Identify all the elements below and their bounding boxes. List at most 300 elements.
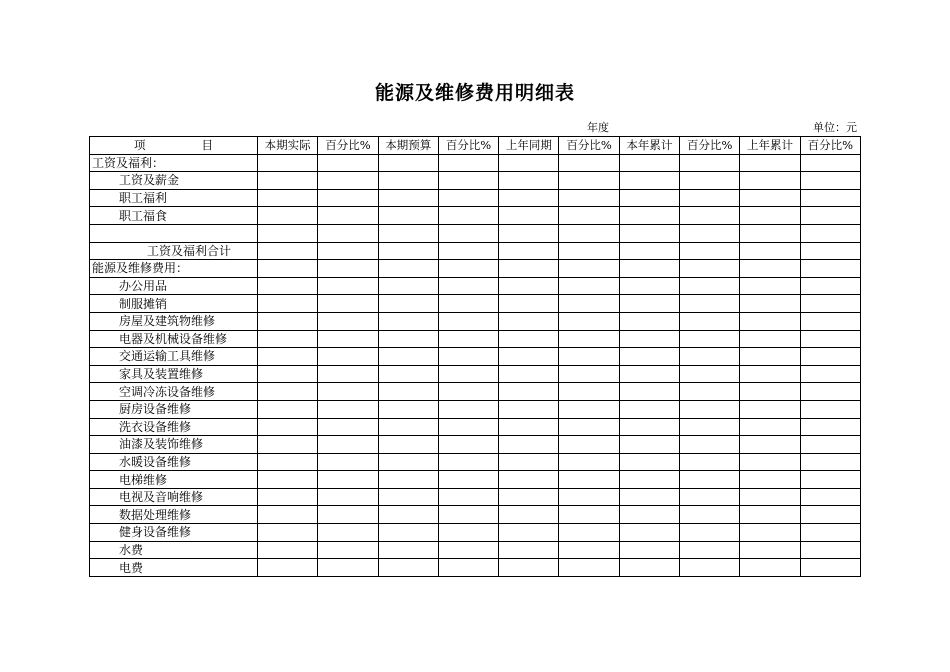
value-cell xyxy=(559,418,619,436)
value-cell xyxy=(499,348,559,366)
value-cell xyxy=(318,295,378,313)
value-cell xyxy=(258,541,318,559)
value-cell xyxy=(258,524,318,542)
value-cell xyxy=(559,348,619,366)
value-cell xyxy=(619,436,679,454)
value-cell xyxy=(438,506,498,524)
header-percent: 百分比% xyxy=(559,137,619,155)
value-cell xyxy=(740,383,800,401)
value-cell xyxy=(438,488,498,506)
value-cell xyxy=(619,418,679,436)
table-row xyxy=(90,172,861,190)
value-cell xyxy=(559,189,619,207)
row-label xyxy=(90,224,258,242)
value-cell xyxy=(740,295,800,313)
value-cell xyxy=(318,189,378,207)
value-cell xyxy=(378,154,438,172)
row-label: 工资及福利合计 xyxy=(90,242,258,260)
value-cell xyxy=(740,277,800,295)
value-cell xyxy=(258,312,318,330)
value-cell xyxy=(438,559,498,577)
header-last-year-period: 上年同期 xyxy=(499,137,559,155)
header-last-year-ytd: 上年累计 xyxy=(740,137,800,155)
table-row xyxy=(90,154,861,172)
value-cell xyxy=(800,383,860,401)
value-cell xyxy=(800,224,860,242)
value-cell xyxy=(258,418,318,436)
table-row xyxy=(90,260,861,278)
value-cell xyxy=(258,260,318,278)
row-label: 健身设备维修 xyxy=(90,524,258,542)
value-cell xyxy=(438,400,498,418)
value-cell xyxy=(740,418,800,436)
value-cell xyxy=(438,277,498,295)
row-label: 数据处理维修 xyxy=(90,506,258,524)
value-cell xyxy=(740,224,800,242)
value-cell xyxy=(258,154,318,172)
value-cell xyxy=(378,242,438,260)
value-cell xyxy=(680,400,740,418)
value-cell xyxy=(318,436,378,454)
value-cell xyxy=(800,471,860,489)
row-label: 电器及机械设备维修 xyxy=(90,330,258,348)
header-current-actual: 本期实际 xyxy=(258,137,318,155)
value-cell xyxy=(499,453,559,471)
value-cell xyxy=(378,172,438,190)
value-cell xyxy=(619,277,679,295)
value-cell xyxy=(800,154,860,172)
value-cell xyxy=(559,488,619,506)
value-cell xyxy=(258,277,318,295)
value-cell xyxy=(499,471,559,489)
value-cell xyxy=(378,541,438,559)
value-cell xyxy=(438,365,498,383)
value-cell xyxy=(378,365,438,383)
value-cell xyxy=(680,471,740,489)
value-cell xyxy=(619,453,679,471)
value-cell xyxy=(740,207,800,225)
value-cell xyxy=(559,207,619,225)
value-cell xyxy=(680,207,740,225)
value-cell xyxy=(318,207,378,225)
value-cell xyxy=(740,559,800,577)
value-cell xyxy=(258,488,318,506)
table-row xyxy=(90,277,861,295)
row-label: 洗衣设备维修 xyxy=(90,418,258,436)
row-label: 工资及福利： xyxy=(90,154,258,172)
value-cell xyxy=(318,277,378,295)
header-percent: 百分比% xyxy=(438,137,498,155)
value-cell xyxy=(800,172,860,190)
value-cell xyxy=(378,400,438,418)
value-cell xyxy=(559,400,619,418)
value-cell xyxy=(378,277,438,295)
value-cell xyxy=(438,471,498,489)
value-cell xyxy=(800,312,860,330)
value-cell xyxy=(438,541,498,559)
value-cell xyxy=(438,295,498,313)
value-cell xyxy=(378,506,438,524)
value-cell xyxy=(258,330,318,348)
value-cell xyxy=(318,559,378,577)
value-cell xyxy=(740,506,800,524)
value-cell xyxy=(680,488,740,506)
table-row xyxy=(90,365,861,383)
header-percent: 百分比% xyxy=(680,137,740,155)
table-row xyxy=(90,541,861,559)
expense-table xyxy=(89,136,861,577)
value-cell xyxy=(318,312,378,330)
value-cell xyxy=(499,207,559,225)
table-row xyxy=(90,295,861,313)
value-cell xyxy=(800,418,860,436)
value-cell xyxy=(559,330,619,348)
value-cell xyxy=(438,242,498,260)
value-cell xyxy=(258,242,318,260)
value-cell xyxy=(438,260,498,278)
value-cell xyxy=(680,365,740,383)
value-cell xyxy=(258,453,318,471)
value-cell xyxy=(800,330,860,348)
value-cell xyxy=(438,312,498,330)
row-label: 职工福食 xyxy=(90,207,258,225)
value-cell xyxy=(559,471,619,489)
value-cell xyxy=(499,488,559,506)
header-row xyxy=(90,137,861,155)
header-percent: 百分比% xyxy=(318,137,378,155)
value-cell xyxy=(499,154,559,172)
table-row xyxy=(90,348,861,366)
value-cell xyxy=(619,506,679,524)
row-label: 水费 xyxy=(90,541,258,559)
row-label: 电视及音响维修 xyxy=(90,488,258,506)
table-row xyxy=(90,506,861,524)
value-cell xyxy=(378,295,438,313)
value-cell xyxy=(740,260,800,278)
value-cell xyxy=(619,488,679,506)
value-cell xyxy=(438,524,498,542)
value-cell xyxy=(499,383,559,401)
value-cell xyxy=(740,312,800,330)
value-cell xyxy=(740,154,800,172)
value-cell xyxy=(619,524,679,542)
value-cell xyxy=(499,541,559,559)
value-cell xyxy=(619,260,679,278)
value-cell xyxy=(378,224,438,242)
value-cell xyxy=(740,330,800,348)
value-cell xyxy=(559,260,619,278)
value-cell xyxy=(680,189,740,207)
value-cell xyxy=(680,418,740,436)
value-cell xyxy=(680,348,740,366)
value-cell xyxy=(318,348,378,366)
page-title: 能源及维修费用明细表 xyxy=(374,82,575,104)
table-row xyxy=(90,224,861,242)
value-cell xyxy=(438,348,498,366)
value-cell xyxy=(499,242,559,260)
value-cell xyxy=(258,559,318,577)
value-cell xyxy=(680,154,740,172)
row-label: 交通运输工具维修 xyxy=(90,348,258,366)
value-cell xyxy=(559,541,619,559)
value-cell xyxy=(619,154,679,172)
value-cell xyxy=(378,471,438,489)
value-cell xyxy=(499,559,559,577)
value-cell xyxy=(740,189,800,207)
value-cell xyxy=(318,524,378,542)
table-row xyxy=(90,330,861,348)
value-cell xyxy=(499,330,559,348)
value-cell xyxy=(740,172,800,190)
table-row xyxy=(90,436,861,454)
value-cell xyxy=(258,295,318,313)
value-cell xyxy=(499,224,559,242)
value-cell xyxy=(619,295,679,313)
row-label: 油漆及装饰维修 xyxy=(90,436,258,454)
value-cell xyxy=(559,436,619,454)
value-cell xyxy=(740,365,800,383)
value-cell xyxy=(619,207,679,225)
table-row xyxy=(90,207,861,225)
value-cell xyxy=(619,541,679,559)
value-cell xyxy=(800,277,860,295)
value-cell xyxy=(499,277,559,295)
value-cell xyxy=(740,436,800,454)
value-cell xyxy=(258,207,318,225)
unit-label: 单位：元 xyxy=(813,121,857,134)
value-cell xyxy=(559,277,619,295)
value-cell xyxy=(438,330,498,348)
value-cell xyxy=(499,172,559,190)
value-cell xyxy=(258,471,318,489)
value-cell xyxy=(318,453,378,471)
value-cell xyxy=(740,471,800,489)
value-cell xyxy=(740,524,800,542)
value-cell xyxy=(438,172,498,190)
value-cell xyxy=(258,365,318,383)
value-cell xyxy=(740,453,800,471)
value-cell xyxy=(438,207,498,225)
table-row xyxy=(90,242,861,260)
value-cell xyxy=(318,242,378,260)
value-cell xyxy=(378,189,438,207)
value-cell xyxy=(619,330,679,348)
value-cell xyxy=(318,383,378,401)
value-cell xyxy=(318,400,378,418)
value-cell xyxy=(800,488,860,506)
table-row xyxy=(90,559,861,577)
value-cell xyxy=(680,260,740,278)
value-cell xyxy=(378,207,438,225)
row-label: 办公用品 xyxy=(90,277,258,295)
value-cell xyxy=(438,224,498,242)
value-cell xyxy=(258,172,318,190)
row-label: 能源及维修费用： xyxy=(90,260,258,278)
value-cell xyxy=(378,453,438,471)
value-cell xyxy=(318,506,378,524)
value-cell xyxy=(619,172,679,190)
value-cell xyxy=(559,524,619,542)
row-label: 制服摊销 xyxy=(90,295,258,313)
value-cell xyxy=(559,224,619,242)
table-row xyxy=(90,418,861,436)
value-cell xyxy=(499,312,559,330)
value-cell xyxy=(800,189,860,207)
value-cell xyxy=(559,242,619,260)
value-cell xyxy=(258,348,318,366)
value-cell xyxy=(258,224,318,242)
row-label: 工资及薪金 xyxy=(90,172,258,190)
table-row xyxy=(90,453,861,471)
row-label: 空调冷冻设备维修 xyxy=(90,383,258,401)
value-cell xyxy=(378,348,438,366)
value-cell xyxy=(619,189,679,207)
value-cell xyxy=(680,330,740,348)
value-cell xyxy=(680,541,740,559)
value-cell xyxy=(619,224,679,242)
value-cell xyxy=(318,260,378,278)
row-label: 家具及装置维修 xyxy=(90,365,258,383)
header-item xyxy=(90,137,258,155)
value-cell xyxy=(680,312,740,330)
value-cell xyxy=(378,524,438,542)
row-label: 电梯维修 xyxy=(90,471,258,489)
value-cell xyxy=(680,242,740,260)
value-cell xyxy=(559,453,619,471)
value-cell xyxy=(378,436,438,454)
value-cell xyxy=(378,260,438,278)
row-label: 职工福利 xyxy=(90,189,258,207)
value-cell xyxy=(680,224,740,242)
value-cell xyxy=(258,436,318,454)
value-cell xyxy=(499,436,559,454)
value-cell xyxy=(318,330,378,348)
value-cell xyxy=(740,242,800,260)
value-cell xyxy=(378,312,438,330)
value-cell xyxy=(318,365,378,383)
value-cell xyxy=(438,154,498,172)
value-cell xyxy=(619,365,679,383)
table-row xyxy=(90,383,861,401)
value-cell xyxy=(740,400,800,418)
value-cell xyxy=(559,154,619,172)
value-cell xyxy=(559,295,619,313)
table-row xyxy=(90,400,861,418)
value-cell xyxy=(559,312,619,330)
value-cell xyxy=(800,541,860,559)
value-cell xyxy=(318,488,378,506)
value-cell xyxy=(559,383,619,401)
value-cell xyxy=(559,506,619,524)
value-cell xyxy=(318,418,378,436)
value-cell xyxy=(619,348,679,366)
table-row xyxy=(90,189,861,207)
value-cell xyxy=(800,453,860,471)
value-cell xyxy=(680,383,740,401)
value-cell xyxy=(800,260,860,278)
value-cell xyxy=(318,471,378,489)
value-cell xyxy=(680,277,740,295)
table-row xyxy=(90,471,861,489)
value-cell xyxy=(619,559,679,577)
value-cell xyxy=(378,383,438,401)
value-cell xyxy=(499,295,559,313)
value-cell xyxy=(619,471,679,489)
value-cell xyxy=(499,418,559,436)
header-item-right: 目 xyxy=(201,138,213,153)
value-cell xyxy=(740,488,800,506)
value-cell xyxy=(680,506,740,524)
value-cell xyxy=(499,189,559,207)
value-cell xyxy=(740,541,800,559)
value-cell xyxy=(680,559,740,577)
table-body xyxy=(90,154,861,576)
value-cell xyxy=(559,559,619,577)
value-cell xyxy=(680,436,740,454)
value-cell xyxy=(800,400,860,418)
table-row xyxy=(90,488,861,506)
value-cell xyxy=(318,541,378,559)
value-cell xyxy=(800,436,860,454)
value-cell xyxy=(499,524,559,542)
value-cell xyxy=(559,172,619,190)
value-cell xyxy=(499,260,559,278)
value-cell xyxy=(378,330,438,348)
row-label: 水暖设备维修 xyxy=(90,453,258,471)
value-cell xyxy=(619,312,679,330)
header-item-left: 项 xyxy=(134,138,146,153)
value-cell xyxy=(258,189,318,207)
value-cell xyxy=(800,524,860,542)
row-label: 厨房设备维修 xyxy=(90,400,258,418)
value-cell xyxy=(559,365,619,383)
value-cell xyxy=(800,295,860,313)
value-cell xyxy=(740,348,800,366)
header-current-budget: 本期预算 xyxy=(378,137,438,155)
value-cell xyxy=(378,559,438,577)
value-cell xyxy=(378,488,438,506)
value-cell xyxy=(619,400,679,418)
value-cell xyxy=(800,559,860,577)
value-cell xyxy=(318,154,378,172)
value-cell xyxy=(499,365,559,383)
year-label: 年度 xyxy=(587,121,609,134)
header-ytd: 本年累计 xyxy=(619,137,679,155)
value-cell xyxy=(258,383,318,401)
value-cell xyxy=(438,383,498,401)
value-cell xyxy=(438,189,498,207)
value-cell xyxy=(318,224,378,242)
value-cell xyxy=(680,453,740,471)
value-cell xyxy=(378,418,438,436)
value-cell xyxy=(680,295,740,313)
value-cell xyxy=(499,506,559,524)
value-cell xyxy=(258,400,318,418)
header-percent: 百分比% xyxy=(800,137,860,155)
value-cell xyxy=(438,418,498,436)
value-cell xyxy=(258,506,318,524)
value-cell xyxy=(680,524,740,542)
value-cell xyxy=(499,400,559,418)
table-row xyxy=(90,312,861,330)
value-cell xyxy=(680,172,740,190)
value-cell xyxy=(438,436,498,454)
value-cell xyxy=(619,383,679,401)
value-cell xyxy=(800,365,860,383)
value-cell xyxy=(438,453,498,471)
value-cell xyxy=(800,242,860,260)
value-cell xyxy=(619,242,679,260)
